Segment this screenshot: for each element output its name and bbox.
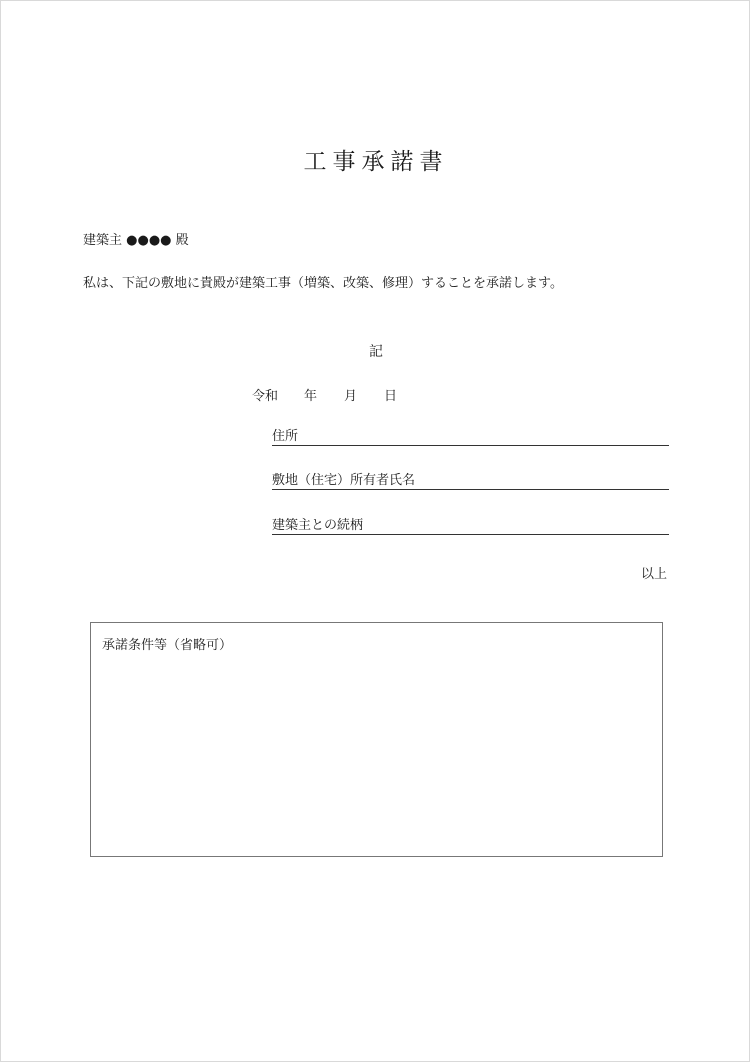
owner-name-field[interactable]	[272, 472, 669, 490]
addressee: 建築主 ●●●● 殿	[83, 233, 189, 248]
address-field[interactable]	[272, 428, 669, 446]
consent-statement: 私は、下記の敷地に貴殿が建築工事（増築、改築、修理）することを承諾します。	[83, 276, 563, 291]
conditions-box[interactable]	[90, 622, 663, 857]
date-row	[252, 385, 397, 404]
closing-text: 以上	[640, 567, 667, 582]
conditions-label: 承諾条件等（省略可）	[102, 638, 233, 653]
date-year-label: 年	[304, 389, 318, 404]
date-era: 令和	[252, 389, 279, 404]
relationship-label: 建築主との続柄	[272, 518, 364, 533]
document-title: 工事承諾書	[303, 149, 449, 175]
date-day-label: 日	[384, 389, 398, 404]
ki-heading: 記	[369, 344, 383, 360]
address-label: 住所	[272, 429, 299, 444]
date-month-label: 月	[344, 389, 358, 404]
owner-name-label: 敷地（住宅）所有者氏名	[272, 473, 416, 488]
relationship-field[interactable]	[272, 517, 669, 535]
